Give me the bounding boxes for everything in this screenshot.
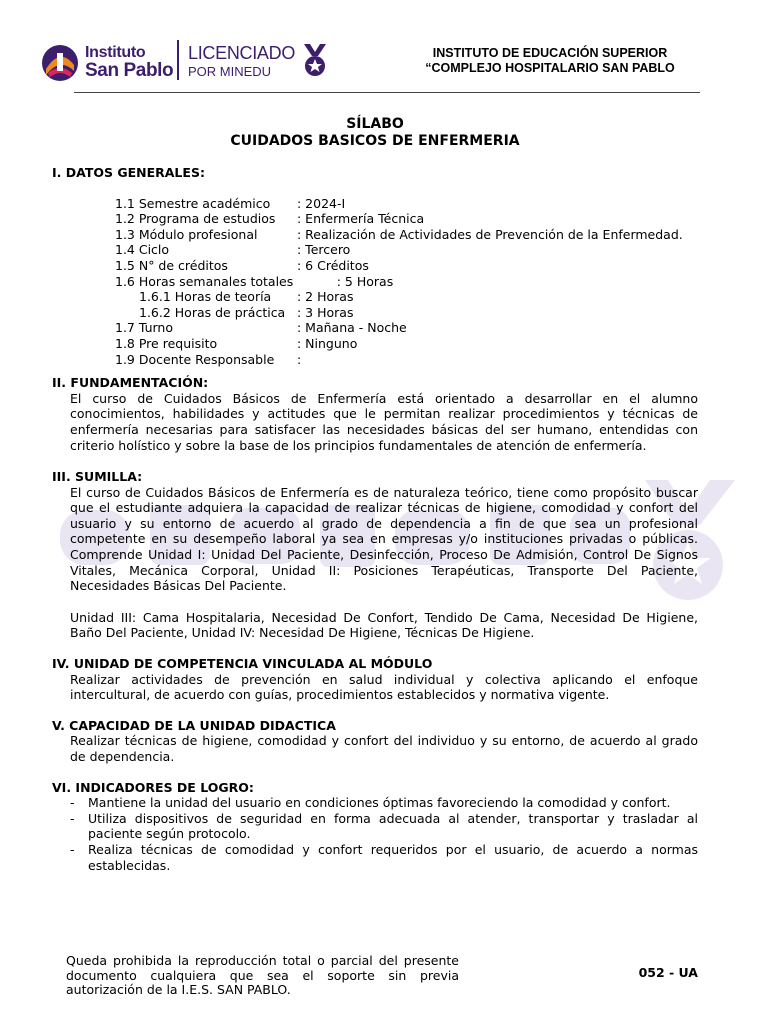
- datos-label: 1.5 N° de créditos: [115, 257, 228, 273]
- sumilla-text-1: El curso de Cuidados Básicos de Enfermería es de naturaleza teórico, tiene como propósito buscar que el estudiante adquiera la capacidad de realizar técnicas de higiene, comodidad y confort del usuario y su entorno de acuerdo al grado de dependencia a fin de que sea un profesional competente en su desempeño laboral ya sea en empresas y/o instituciones privadas o públicas. Comprende Unidad I: Unidad Del Paciente, Desinfección, Proceso De Admisión, Control De Signos Vitales, Mecánica Corporal, Unidad II: Posiciones Terapéuticas, Transporte Del Paciente, Necesidades Básicas Del Paciente.: [70, 484, 698, 594]
- datos-value: : 6 Créditos: [297, 257, 369, 273]
- datos-label: 1.6 Horas semanales totales: [115, 273, 294, 289]
- heading-capacidad: V. CAPACIDAD DE LA UNIDAD DIDACTICA: [52, 717, 336, 733]
- datos-row: [115, 258, 698, 274]
- heading-datos-generales: I. DATOS GENERALES:: [52, 165, 205, 180]
- heading-fundamentacion: II. FUNDAMENTACIÓN:: [52, 375, 209, 391]
- datos-value: : 5 Horas: [297, 273, 394, 289]
- institution-name: [410, 46, 690, 76]
- heading-sumilla: III. SUMILLA:: [52, 469, 143, 485]
- datos-row: [115, 305, 698, 321]
- datos-label: 1.1 Semestre académico: [115, 195, 271, 211]
- por-minedu-text: POR MINEDU: [188, 64, 272, 79]
- logo-text-instituto: Instituto: [85, 44, 146, 61]
- datos-label: 1.6.1 Horas de teoría: [139, 289, 272, 305]
- medal-icon: [302, 44, 328, 78]
- datos-label: 1.7 Turno: [115, 320, 174, 336]
- datos-label: 1.9 Docente Responsable: [115, 351, 275, 367]
- datos-label: 1.3 Módulo profesional: [115, 226, 258, 242]
- indicadores-list: [52, 795, 698, 873]
- heading-indicadores: VI. INDICADORES DE LOGRO:: [52, 779, 254, 795]
- institution-line-1: INSTITUTO DE EDUCACIÓN SUPERIOR: [432, 46, 668, 60]
- syllabus-body: [52, 116, 698, 873]
- title-silabo: SÍLABO: [346, 116, 404, 132]
- fundamentacion-text: El curso de Cuidados Básicos de Enfermería está orientado a desarrollar en el alumno conocimientos, habilidades y actitudes que le permitan realizar procedimientos y técnicas de enfermería necesarias para satisfacer las necesidades básicas del ser humano, entendidas con criterio holístico y sobre la base de los principios fundamentales de atención de enfermería.: [70, 390, 698, 453]
- datos-row: [115, 242, 698, 258]
- datos-label: 1.8 Pre requisito: [115, 335, 218, 351]
- datos-value: : Realización de Actividades de Prevención de la Enfermedad.: [297, 226, 683, 242]
- datos-row: [115, 352, 698, 368]
- datos-value: : Mañana - Noche: [297, 320, 407, 336]
- indicador-item: - Utiliza dispositivos de seguridad en forma adecuada al atender, transportar y trasladar al paciente según protocolo.: [70, 811, 698, 842]
- licenciado-text: LICENCIADO: [188, 43, 296, 63]
- datos-value: :: [297, 351, 302, 367]
- datos-value: : 2024-I: [297, 195, 346, 211]
- indicador-item: - Mantiene la unidad del usuario en condiciones óptimas favoreciendo la comodidad y confort.: [70, 795, 698, 811]
- header-rule: [74, 92, 700, 93]
- datos-label: 1.2 Programa de estudios: [115, 211, 276, 227]
- indicador-item: - Realiza técnicas de comodidad y confort requeridos por el usuario, de acuerdo a normas establecidas.: [70, 842, 698, 873]
- datos-value: : Ninguno: [297, 335, 358, 351]
- datos-row: [115, 227, 698, 243]
- datos-value: : 2 Horas: [297, 289, 354, 305]
- heading-competencia: IV. UNIDAD DE COMPETENCIA VINCULADA AL MÓDULO: [52, 656, 433, 672]
- datos-row: [115, 274, 698, 290]
- datos-generales-list: [52, 196, 698, 368]
- datos-value: : 3 Horas: [297, 304, 354, 320]
- title-course: CUIDADOS BASICOS DE ENFERMERIA: [230, 133, 520, 149]
- competencia-text: Realizar actividades de prevención en salud individual y colectiva aplicando el enfoque intercultural, de acuerdo con guías, procedimientos establecidos y normativa vigente.: [70, 671, 698, 703]
- institution-line-2: “COMPLEJO HOSPITALARIO SAN PABLO: [425, 61, 675, 75]
- datos-row: [115, 289, 698, 305]
- datos-row: [115, 196, 698, 212]
- page-header: [40, 38, 700, 94]
- datos-value: : Enfermería Técnica: [297, 211, 425, 227]
- datos-label: 1.4 Ciclo: [115, 242, 170, 258]
- document-title: [52, 116, 698, 150]
- datos-row: [115, 320, 698, 336]
- sumilla-text-2: Unidad III: Cama Hospitalaria, Necesidad De Confort, Tendido De Cama, Necesidad De Higiene, Baño Del Paciente, Unidad IV: Necesidad De Higiene, Técnicas De Higiene.: [70, 609, 698, 641]
- institute-logo-icon: [40, 43, 80, 83]
- datos-row: [115, 336, 698, 352]
- datos-row: [115, 211, 698, 227]
- datos-label: 1.6.2 Horas de práctica: [139, 304, 286, 320]
- logo-text-san-pablo: San Pablo: [85, 60, 174, 81]
- document-code: 052 - UA: [638, 965, 698, 980]
- capacidad-text: Realizar técnicas de higiene, comodidad y confort del individuo y su entorno, de acuerdo al grado de dependencia.: [70, 733, 698, 764]
- copyright-notice: Queda prohibida la reproducción total o parcial del presente documento cualquiera que sea el soporte sin previa autorización de la I.E.S. SAN PABLO.: [66, 953, 459, 997]
- logo-divider: [177, 40, 179, 80]
- datos-value: : Tercero: [297, 242, 351, 258]
